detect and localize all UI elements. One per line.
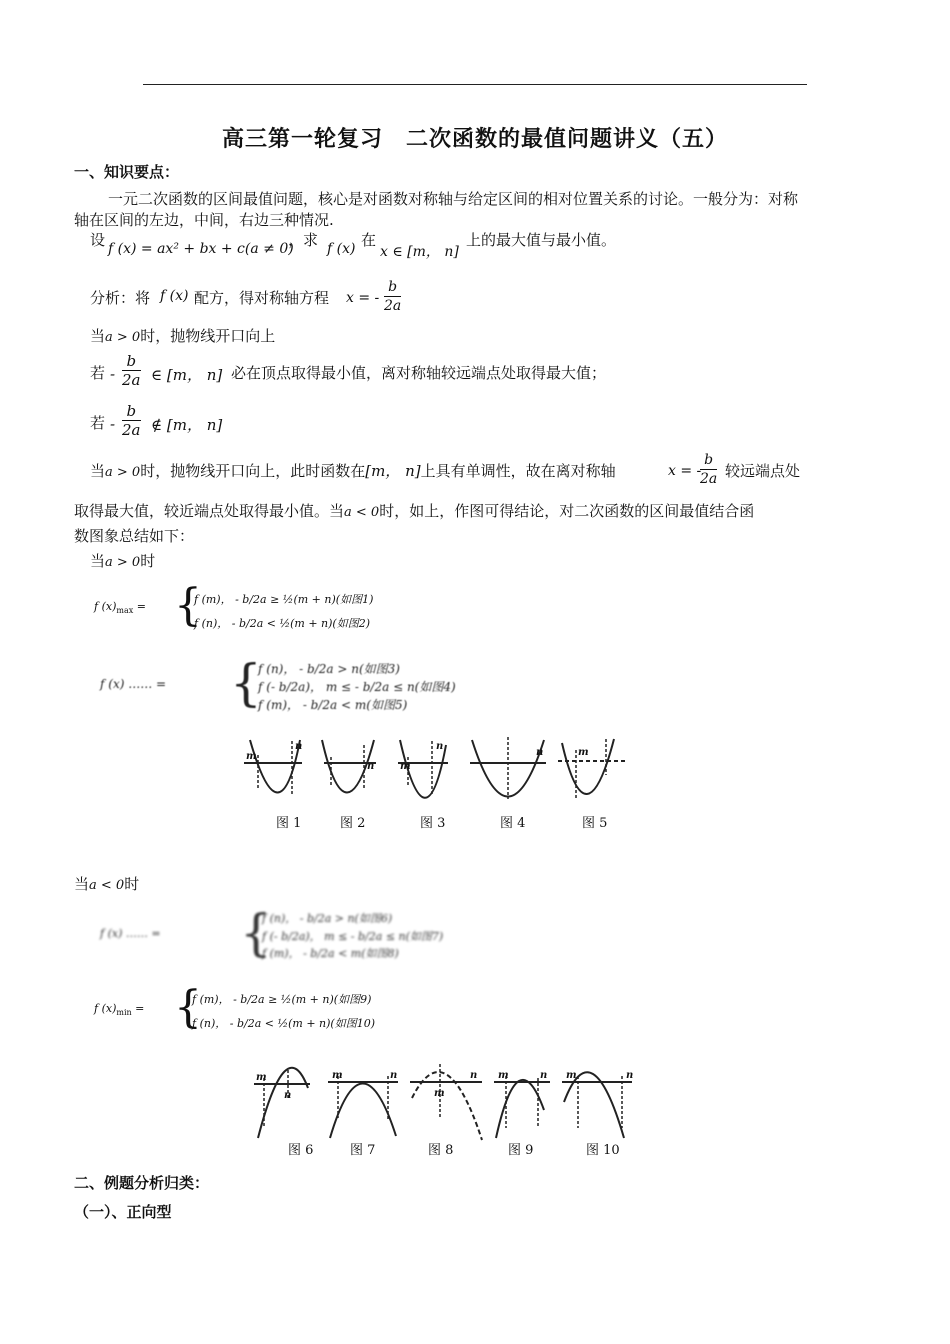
when-prefix: 当 bbox=[90, 327, 106, 345]
header-rule bbox=[143, 84, 807, 85]
formula-min-a-pos: f (x) …… = { f (n)， - b/2a > n(如图3) f (- b/2a)， m ≤ - b/2a ≤ n(如图4) f (m)， - b/2a < m(如图5) bbox=[100, 654, 456, 712]
formula-row: f (m)， - b/2a ≥ ½(m + n)(如图1) bbox=[194, 593, 374, 606]
section-heading-1: 一、知识要点： bbox=[74, 163, 180, 181]
formula-row: f (m)， - b/2a < m(如图8) bbox=[262, 947, 399, 960]
when-a-pos-heading bbox=[90, 550, 155, 574]
figure-n-label: n bbox=[436, 741, 444, 752]
figure-n-label: n bbox=[390, 1070, 398, 1081]
p2-axis-fraction bbox=[698, 451, 719, 488]
brace: { bbox=[230, 654, 262, 712]
figure-2-caption: 图 2 bbox=[340, 816, 366, 831]
when2-pre: 当 bbox=[90, 552, 106, 570]
setup-interval: x ∈ [m， n] bbox=[380, 244, 459, 260]
when-cond: a > 0 bbox=[105, 330, 141, 345]
if1-prefix: 若 bbox=[90, 364, 106, 382]
when-suffix: 时，抛物线开口向上 bbox=[140, 327, 276, 345]
if1-fraction bbox=[120, 352, 143, 389]
figure-6-caption: 图 6 bbox=[288, 1143, 314, 1158]
figure-n-label: n bbox=[367, 761, 375, 772]
setup-suffix: 上的最大值与最小值。 bbox=[466, 231, 617, 249]
formula-row: f (n)， - b/2a > n(如图3) bbox=[258, 662, 400, 676]
p3-pre: 取得最大值，较近端点处取得最小值。当 bbox=[74, 502, 345, 520]
p2-axis-x: x = - bbox=[668, 463, 702, 479]
when-a-neg-heading bbox=[74, 873, 139, 897]
figure-9-caption: 图 9 bbox=[508, 1143, 534, 1158]
figure-n-label: n bbox=[470, 1070, 478, 1081]
when-a-pos-line bbox=[90, 325, 275, 349]
paragraph-1-line-2: 轴在区间的左边，中间，右边三种情况. bbox=[74, 211, 334, 229]
section-heading-2: 二、例题分析归类： bbox=[74, 1174, 210, 1192]
formula-row: f (n)， - b/2a > n(如图6) bbox=[262, 912, 393, 925]
when2-suf: 时 bbox=[140, 552, 156, 570]
setup-fx: f (x) bbox=[327, 241, 356, 257]
figure-n-label: n bbox=[540, 1070, 548, 1081]
setup-mid: ，求 bbox=[288, 231, 319, 249]
figure-1 bbox=[244, 740, 302, 795]
setup-line bbox=[90, 229, 105, 251]
frac-num: b bbox=[384, 278, 401, 297]
when3-suf: 时 bbox=[124, 875, 140, 893]
formula-max-neg-lhs: f (x) …… bbox=[100, 927, 148, 940]
brace: { bbox=[174, 580, 202, 631]
formula-max-lhs: f (x) bbox=[94, 600, 117, 613]
formula-max-a-neg: f (x) …… = { f (n)， - b/2a > n(如图6) f (- b/2a)， m ≤ - b/2a ≤ n(如图7) f (m)， - b/2a < m(如图8) bbox=[100, 904, 444, 962]
figure-m-label: m bbox=[246, 751, 257, 762]
figure-8-caption: 图 8 bbox=[428, 1143, 454, 1158]
if1-frac-num: b bbox=[122, 352, 141, 371]
p2-frac-num: b bbox=[700, 451, 717, 470]
p2-suffix: 较远端点处 bbox=[725, 462, 801, 480]
frac-den: 2a bbox=[384, 298, 402, 314]
figure-n-label: n bbox=[284, 1090, 292, 1101]
p2-mid2: 上具有单调性，故在离对称轴 bbox=[420, 462, 616, 480]
figure-m-label: m bbox=[256, 1072, 267, 1083]
axis-equation-x: x = - bbox=[346, 290, 380, 306]
figure-5 bbox=[558, 739, 628, 799]
setup-in: 在 bbox=[361, 231, 377, 249]
formula-row: f (m)， - b/2a ≥ ½(m + n)(如图9) bbox=[192, 993, 372, 1006]
figure-9 bbox=[494, 1076, 550, 1138]
formula-row: f (- b/2a)， m ≤ - b/2a ≤ n(如图7) bbox=[262, 930, 444, 943]
figure-n-label: n bbox=[295, 741, 303, 752]
formula-max-sub: max bbox=[116, 606, 134, 616]
if2-fraction bbox=[120, 402, 143, 439]
analysis-prefix: 分析：将 bbox=[90, 289, 151, 307]
if1-suffix: 必在顶点取得最小值，离对称轴较远端点处取得最大值； bbox=[231, 364, 607, 382]
figure-3-caption: 图 3 bbox=[420, 816, 446, 831]
paragraph-2-line-1 bbox=[90, 460, 616, 484]
figure-4 bbox=[470, 737, 546, 799]
if2-minus: - bbox=[110, 415, 116, 433]
formula-max-a-pos: f $(x)_{max}$ = { f (m)， - b/2a ≥ ½(m + n)(如图1) f (n)， - b/2a < ½(m + n)(如图2) bbox=[94, 580, 374, 631]
figure-4-caption: 图 4 bbox=[500, 816, 526, 831]
brace: { bbox=[174, 982, 202, 1033]
figure-m-label: m bbox=[434, 1088, 445, 1099]
formula-min-lhs: f (x) …… bbox=[100, 677, 153, 691]
if1-interval: ∈ [m， n] bbox=[151, 366, 223, 384]
section-subheading: （一）、正向型 bbox=[74, 1203, 172, 1221]
formula-row: f (m)， - b/2a < m(如图5) bbox=[258, 698, 408, 712]
paragraph-1-line-1: 一元二次函数的区间最值问题，核心是对函数对称轴与给定区间的相对位置关系的讨论。一般分为：对称 bbox=[108, 190, 799, 208]
p3-suffix: 时，如上，作图可得结论，对二次函数的区间最值结合函 bbox=[379, 502, 755, 520]
if1-frac-den: 2a bbox=[122, 371, 141, 389]
figure-5-caption: 图 5 bbox=[582, 816, 608, 831]
figure-m-label: m bbox=[566, 1070, 577, 1081]
setup-prefix: 设 bbox=[90, 231, 106, 249]
if2-prefix: 若 bbox=[90, 414, 106, 432]
figure-m-label: m bbox=[498, 1070, 509, 1081]
if2-interval: ∉ [m， n] bbox=[151, 416, 223, 434]
figure-m-label: m bbox=[400, 761, 411, 772]
formula-min-neg-sub: min bbox=[116, 1008, 132, 1018]
setup-function: f (x) = ax² + bx + c(a ≠ 0) bbox=[108, 241, 294, 257]
p3-cond: a < 0 bbox=[344, 505, 380, 520]
if2-frac-den: 2a bbox=[122, 421, 141, 439]
p2-cond: a > 0 bbox=[105, 465, 141, 480]
page-title: 高三第一轮复习 二次函数的最值问题讲义（五） bbox=[221, 126, 728, 152]
figure-n-label: n bbox=[536, 747, 544, 758]
formula-row: f (n)， - b/2a < ½(m + n)(如图10) bbox=[192, 1017, 376, 1030]
p2-interval: [m， n] bbox=[365, 462, 421, 480]
analysis-fx: f (x) bbox=[160, 288, 189, 304]
figures-downward bbox=[250, 1058, 640, 1162]
figure-n-label: n bbox=[626, 1070, 634, 1081]
formula-row: f (n)， - b/2a < ½(m + n)(如图2) bbox=[194, 617, 371, 630]
analysis-mid: 配方，得对称轴方程 bbox=[194, 289, 330, 307]
figure-7-caption: 图 7 bbox=[350, 1143, 376, 1158]
figure-m-label: m bbox=[332, 1070, 343, 1081]
p2-frac-den: 2a bbox=[700, 471, 718, 487]
figure-10 bbox=[562, 1072, 632, 1138]
figure-7 bbox=[328, 1076, 398, 1138]
if2-frac-num: b bbox=[122, 402, 141, 421]
paragraph-3-line-2: 数图象总结如下： bbox=[74, 527, 195, 545]
axis-fraction bbox=[382, 278, 403, 315]
p2-pre: 当 bbox=[90, 462, 106, 480]
when2-cond: a > 0 bbox=[105, 555, 141, 570]
when3-pre: 当 bbox=[74, 875, 90, 893]
figure-1-caption: 图 1 bbox=[276, 816, 302, 831]
brace: { bbox=[240, 904, 272, 962]
figure-10-caption: 图 10 bbox=[586, 1143, 620, 1158]
if1-minus: - bbox=[110, 365, 116, 383]
when3-cond: a < 0 bbox=[89, 878, 125, 893]
paragraph-3-line-1 bbox=[74, 500, 754, 524]
formula-min-a-neg: f $(x)_{min}$ = { f (m)， - b/2a ≥ ½(m + n)(如图9) f (n)， - b/2a < ½(m + n)(如图10) bbox=[94, 982, 376, 1033]
formula-min-neg-lhs: f (x) bbox=[94, 1002, 117, 1015]
figure-m-label: m bbox=[578, 747, 589, 758]
p2-mid: 时，抛物线开口向上，此时函数在 bbox=[140, 462, 366, 480]
figures-upward bbox=[236, 735, 636, 835]
formula-row: f (- b/2a)， m ≤ - b/2a ≤ n(如图4) bbox=[258, 680, 456, 694]
